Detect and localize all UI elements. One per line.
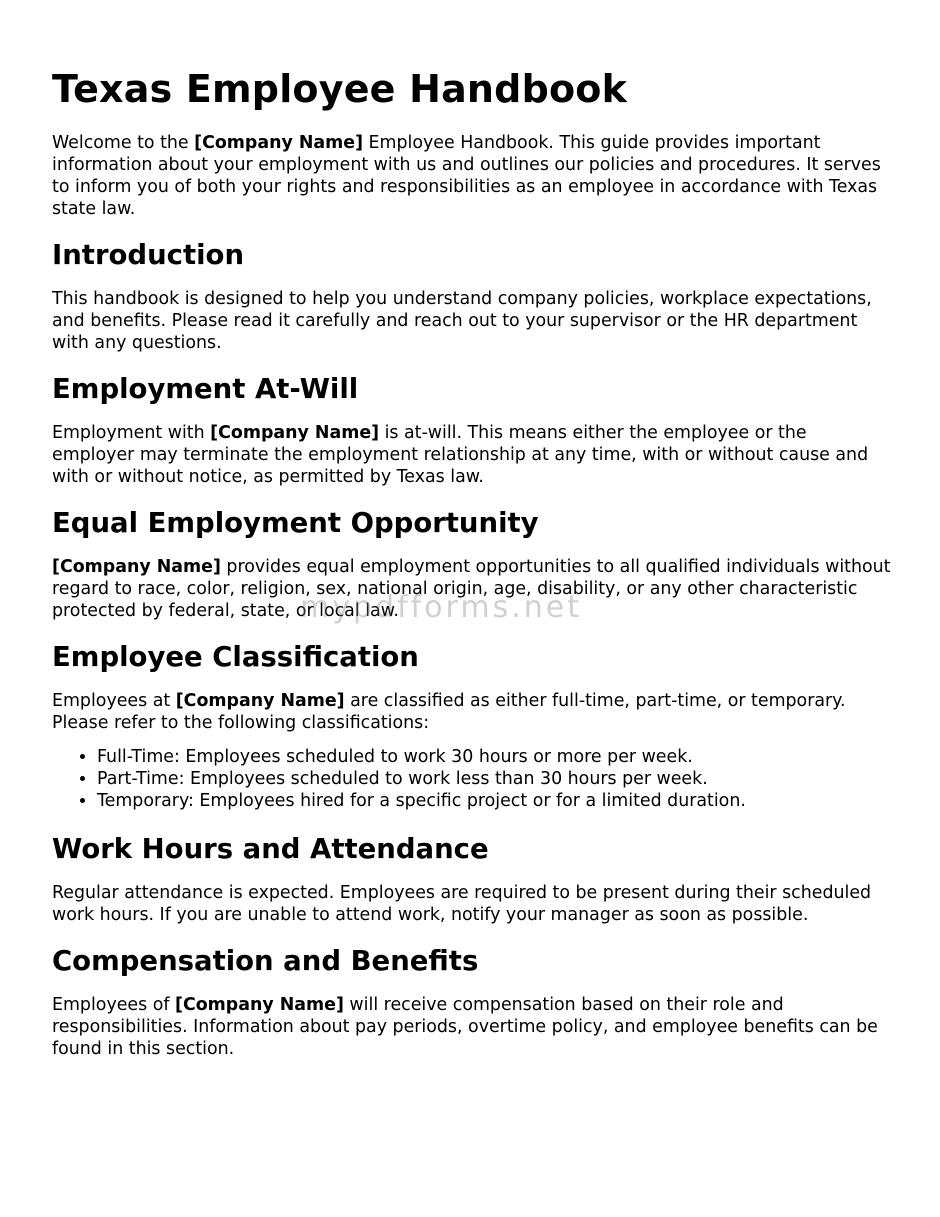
section-heading-at-will: Employment At-Will bbox=[52, 373, 359, 405]
section-heading-introduction: Introduction bbox=[52, 239, 245, 271]
introduction-paragraph: This handbook is designed to help you understand company policies, workplace expectations, and benefits. Please read it carefully and reach out to your supervisor or the HR department with any questions. bbox=[52, 289, 872, 353]
company-name-placeholder: [Company Name] bbox=[52, 557, 221, 577]
section-heading-classification: Employee Classification bbox=[52, 641, 419, 673]
section-heading-eeo: Equal Employment Opportunity bbox=[52, 507, 539, 539]
compensation-text-before: Employees of bbox=[52, 995, 176, 1015]
compensation-text-after: will receive compensation based on their role and responsibilities. Information about pay periods, overtime policy, and employee benefits can be found in this section. bbox=[52, 995, 878, 1059]
list-item: • Full-Time: Employees scheduled to work 30 hours or more per week. bbox=[97, 746, 894, 768]
attendance-paragraph: Regular attendance is expected. Employees are required to be present during their scheduled work hours. If you are unable to attend work, notify your manager as soon as possible. bbox=[52, 883, 872, 925]
document-page bbox=[52, 66, 894, 1078]
eeo-paragraph bbox=[52, 556, 894, 622]
at-will-text-before: Employment with bbox=[52, 423, 211, 443]
at-will-text-after: is at-will. This means either the employee or the employer may terminate the employment relationship at any time, with or without cause and with or without notice, as permitted by Texas law. bbox=[52, 423, 869, 487]
compensation-paragraph bbox=[52, 994, 894, 1060]
company-name-placeholder: [Company Name] bbox=[175, 691, 345, 711]
eeo-text-after: provides equal employment opportunities to all qualified individuals without regard to race, color, religion, sex, national origin, age, disability, or any other characteristic protected by federal, state, or local law. bbox=[52, 557, 891, 621]
classification-paragraph bbox=[52, 690, 894, 734]
company-name-placeholder: [Company Name] bbox=[194, 133, 364, 153]
company-name-placeholder: [Company Name] bbox=[175, 995, 344, 1015]
page-title: Texas Employee Handbook bbox=[52, 67, 628, 111]
list-item: • Temporary: Employees hired for a specific project or for a limited duration. bbox=[97, 790, 894, 812]
classification-list bbox=[52, 746, 894, 812]
list-item: • Part-Time: Employees scheduled to work less than 30 hours per week. bbox=[97, 768, 894, 790]
intro-text-before: Welcome to the bbox=[52, 133, 195, 153]
at-will-paragraph bbox=[52, 422, 894, 488]
watermark: mypdfforms.net bbox=[300, 590, 582, 625]
classification-text-before: Employees at bbox=[52, 691, 176, 711]
classification-text-after: are classified as either full-time, part-time, or temporary. Please refer to the following classifications: bbox=[52, 691, 846, 733]
section-heading-attendance: Work Hours and Attendance bbox=[52, 833, 489, 865]
intro-text-after: Employee Handbook. This guide provides important information about your employment with us and outlines our policies and procedures. It serves to inform you of both your rights and responsibilities as an employee in accordance with Texas state law. bbox=[52, 133, 881, 219]
section-heading-compensation: Compensation and Benefits bbox=[52, 945, 479, 977]
company-name-placeholder: [Company Name] bbox=[210, 423, 380, 443]
intro-paragraph bbox=[52, 132, 894, 220]
